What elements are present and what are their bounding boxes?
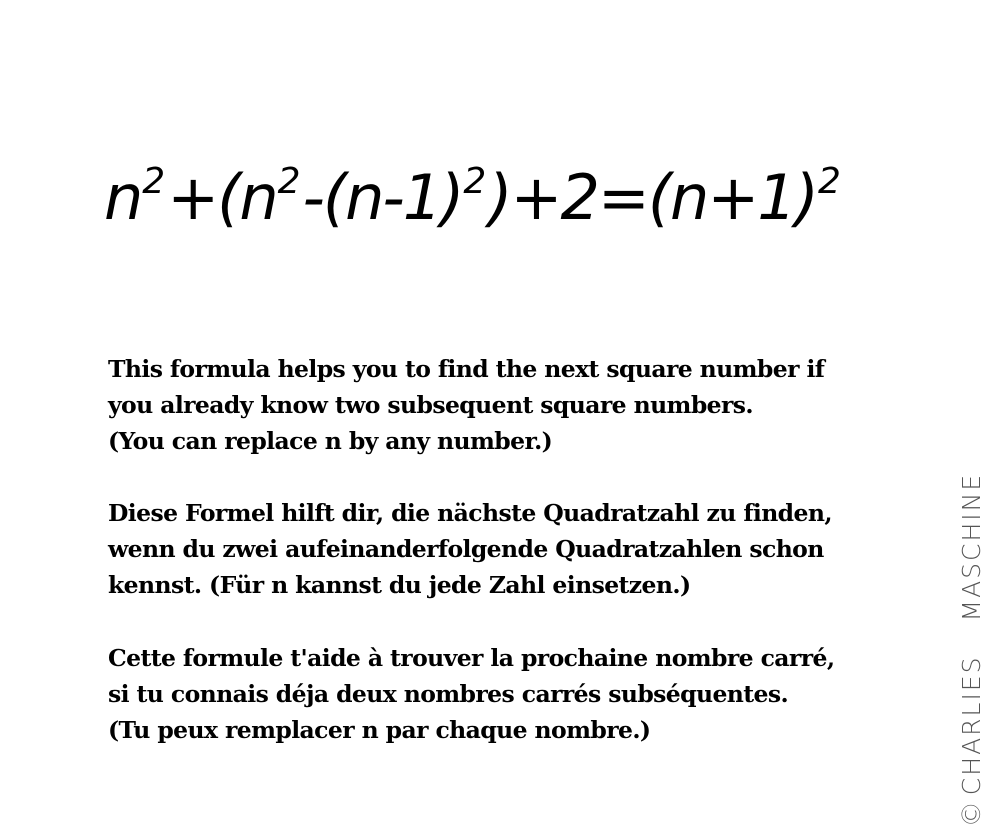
copyright-symbol: © xyxy=(957,799,987,827)
paragraph-line: si tu connais déja deux nombres carrés subséquentes. xyxy=(108,680,789,708)
paragraph-line: (Tu peux remplacer n par chaque nombre.) xyxy=(108,716,651,744)
paragraph-line: Cette formule t'aide à trouver la prochaine nombre carré, xyxy=(108,644,835,672)
formula-exponent-1: 2 xyxy=(142,161,166,202)
formula-exponent-3: 2 xyxy=(463,161,487,202)
paragraph-german xyxy=(108,495,928,603)
formula xyxy=(104,150,904,245)
formula-exponent-4: 2 xyxy=(817,161,841,202)
paragraph-line: kennst. (Für n kannst du jede Zahl einsetzen.) xyxy=(108,571,691,599)
formula-term-4: )+2=(n+1) xyxy=(488,161,817,234)
formula-term-1: n xyxy=(104,161,142,234)
paragraph-french xyxy=(108,640,928,748)
formula-exponent-2: 2 xyxy=(277,161,301,202)
paragraph-line: you already know two subsequent square numbers. xyxy=(108,391,753,419)
signature-word-2: MASCHINE xyxy=(957,472,986,622)
formula-term-2: +(n xyxy=(167,161,277,234)
signature-word-1: CHARLIES xyxy=(957,655,986,796)
formula-term-3: -(n-1) xyxy=(302,161,463,234)
paragraph-english xyxy=(108,351,928,459)
paragraph-line: This formula helps you to find the next square number if xyxy=(108,355,825,383)
paragraph-line: wenn du zwei aufeinanderfolgende Quadratzahlen schon xyxy=(108,535,824,563)
paragraph-line: (You can replace n by any number.) xyxy=(108,427,553,455)
paragraph-line: Diese Formel hilft dir, die nächste Quadratzahl zu finden, xyxy=(108,499,832,527)
